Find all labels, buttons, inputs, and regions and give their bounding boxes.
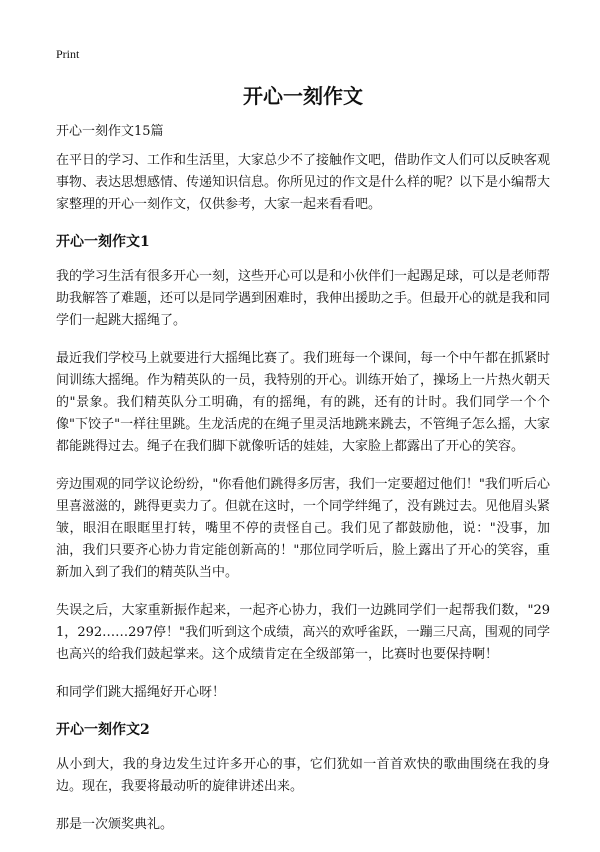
paragraph: 那是一次颁奖典礼。 (56, 817, 174, 832)
paragraph: 从小到大，我的身边发生过许多开心的事，它们犹如一首首欢快的歌曲围绕在我的身边。现在，我要将最动听的旋律讲述出来。 (56, 757, 550, 794)
page-title: 开心一刻作文 (243, 84, 363, 108)
paragraph: 旁边围观的同学议论纷纷，"你看他们跳得多厉害，我们一定要超过他们！"我们听后心里喜滋滋的，跳得更卖力了。但就在这时，一个同学绊绳了，没有跳过去。见他眉头紧皱，眼泪在眼眶里打转，嘴里不停的责怪自己。我们见了都鼓励他，说："没事，加油，我们只要齐心协力肯定能创新高的！"那位同学听后，脸上露出了开心的笑容，重新加入到了我们的精英队当中。 (56, 477, 551, 580)
paragraph: 失误之后，大家重新振作起来，一起齐心协力，我们一边跳同学们一起帮我们数，"291，292……297停！"我们听到这个成绩，高兴的欢呼雀跃，一蹦三尺高，围观的同学也高兴的给我们鼓起掌来。这个成绩肯定在全级部第一，比赛时也要保持啊！ (56, 603, 550, 662)
section-title-1: 开心一刻作文1 (56, 234, 150, 250)
article-body (56, 150, 550, 852)
paragraph: 和同学们跳大摇绳好开心呀！ (56, 685, 226, 700)
section-title-2: 开心一刻作文2 (56, 722, 150, 738)
paragraph: 我的学习生活有很多开心一刻，这些开心可以是和小伙伴们一起踢足球，可以是老师帮助我解答了难题，还可以是同学遇到困难时，我伸出援助之手。但最开心的就是我和同学们一起跳大摇绳了。 (56, 269, 551, 328)
print-link[interactable]: Print (56, 47, 80, 61)
page-subtitle: 开心一刻作文15篇 (56, 124, 164, 139)
intro-paragraph: 在平日的学习、工作和生活里，大家总少不了接触作文吧，借助作文人们可以反映客观事物、表达思想感情、传递知识信息。你所见过的作文是什么样的呢？以下是小编帮大家整理的开心一刻作文，仅供参考，大家一起来看看吧。 (56, 153, 551, 212)
paragraph: 最近我们学校马上就要进行大摇绳比赛了。我们班每一个课间，每一个中午都在抓紧时间训练大摇绳。作为精英队的一员，我特别的开心。训练开始了，操场上一片热火朝天的"景象。我们精英队分工明确，有的摇绳，有的跳，还有的计时。我们同学一个个像"下饺子"一样往里跳。生龙活虎的在绳子里灵活地跳来跳去，不管绳子怎么摇，大家都能跳得过去。绳子在我们脚下就像听话的娃娃，大家脸上都露出了开心的笑容。 (56, 351, 551, 454)
